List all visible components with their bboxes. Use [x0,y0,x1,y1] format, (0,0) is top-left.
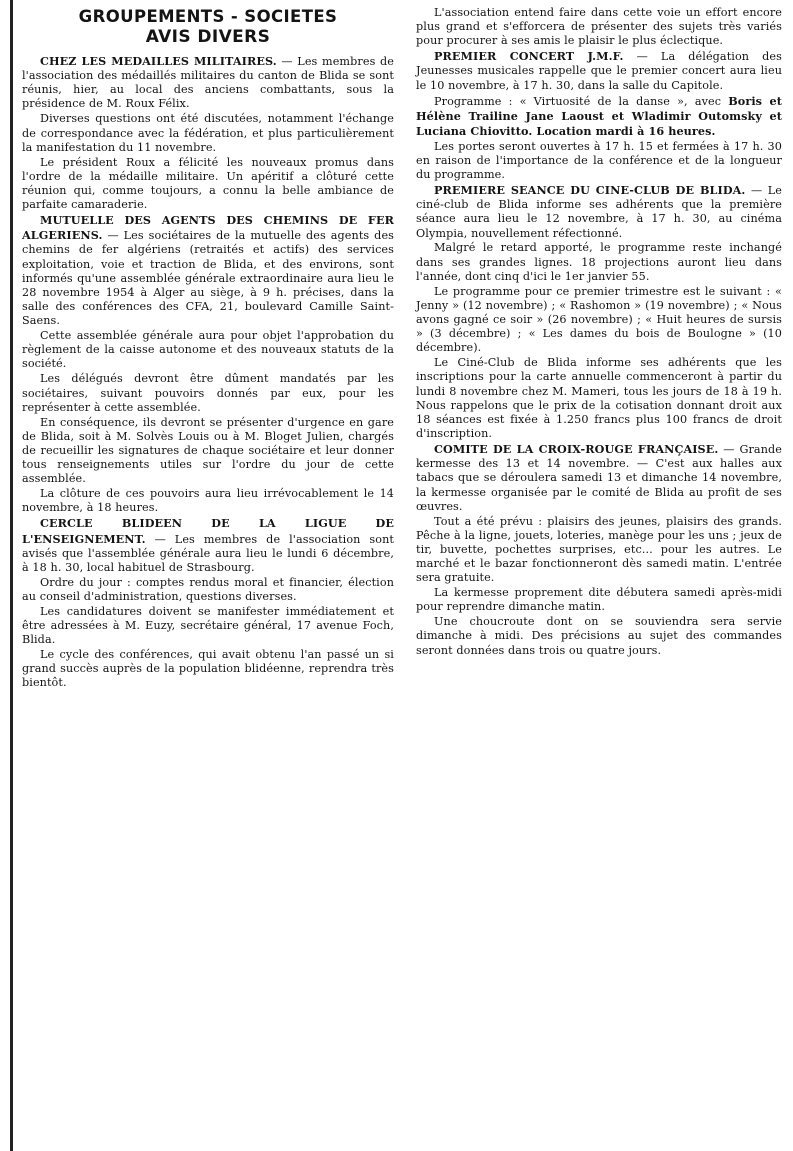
paragraph: Diverses questions ont été discutées, notamment l'échange de correspondance avec la fédération, et plus particulièrement la manifestation du 11 novembre. [22,112,394,154]
left-column [22,0,394,691]
notice-heading: PREMIER CONCERT J.M.F. [434,49,624,64]
notice-cercle [22,516,394,575]
paragraph: La kermesse proprement dite débutera samedi après-midi pour reprendre dimanche matin. [416,586,782,614]
clipping-edge [10,0,13,1151]
performers-text: Boris et Hélène Trailine Jane Laoust et Wladimir Outomsky et Luciana Chiovitto. Location mardi à 16 heures. [416,93,782,138]
page-subtitle: AVIS DIVERS [145,27,271,47]
notice-heading: COMITE DE LA CROIX-ROUGE FRANÇAISE. [434,442,719,457]
notice-mutuelle [22,213,394,328]
paragraph: Le programme pour ce premier trimestre est le suivant : « Jenny » (12 novembre) ; « Rashomon » (19 novembre) ; « Nous avons gagné ce soir » (26 novembre) ; « Huit heures de sursis » (3 décembre) ; « Les dames du bois de Boulogne » (10 décembre). [416,284,782,355]
paragraph: En conséquence, ils devront se présenter d'urgence en gare de Blida, soit à M. Solvès Louis ou à M. Bloget Julien, chargés de recueillir les signatures de chaque sociétaire et leur donner tous renseignements utiles sur l'ordre du jour de cette assemblée. [22,415,394,486]
paragraph: La clôture de ces pouvoirs aura lieu irrévocablement le 14 novembre, à 18 heures. [22,487,394,515]
paragraph: Cette assemblée générale aura pour objet l'approbation du règlement de la caisse autonome et des nouveaux statuts de la société. [22,329,394,371]
paragraph: Une choucroute dont on se souviendra sera servie dimanche à midi. Des précisions au sujet des commandes seront données dans trois ou quatre jours. [416,615,782,657]
paragraph: Ordre du jour : comptes rendus moral et financier, élection au conseil d'administration, questions diverses. [22,575,394,603]
paragraph [416,94,782,139]
notice-cine-club [416,183,782,241]
notice-text: — Grande kermesse des 13 et 14 novembre. — C'est aux halles aux tabacs que se déroulera samedi 13 et dimanche 14 novembre, la kermesse organisée par le comité de Blida au profit de ses œuvres. [416,443,782,513]
notice-heading: PREMIERE SEANCE DU CINE-CLUB DE BLIDA. [434,183,746,198]
notice-text: — Les membres de l'association sont avisés que l'assemblée générale aura lieu le lundi 6 décembre, à 18 h. 30, local habituel de Strasbourg. [22,532,395,574]
notice-heading: CHEZ LES MEDAILLES MILITAIRES. [40,54,277,68]
paragraph: Les candidatures doivent se manifester immédiatement et être adressées à M. Euzy, secrétaire général, 17 avenue Foch, Blida. [22,604,394,647]
paragraph: Le cycle des conférences, qui avait obtenu l'an passé un si grand succès auprès de la population blidéenne, reprendra très bientôt. [22,648,394,690]
page-title: GROUPEMENTS - SOCIETES [78,7,338,26]
right-column [416,0,782,659]
paragraph: Malgré le retard apporté, le programme reste inchangé dans ses grandes lignes. 18 projections auront lieu dans l'année, dont cinq d'ici le 1er janvier 55. [416,241,782,283]
paragraph: Le Ciné-Club de Blida informe ses adhérents que les inscriptions pour la carte annuelle commenceront à partir du lundi 8 novembre chez M. Mameri, tous les jours de 18 à 19 h. Nous rappelons que le prix de la cotisation donnant droit aux 18 séances est fixée à 1.250 francs plus 100 francs de droit d'inscription. [416,356,782,441]
program-text: Programme : « Virtuosité de la danse », avec [434,94,729,108]
paragraph: Le président Roux a félicité les nouveaux promus dans l'ordre de la médaille militaire. Un apéritif a clôturé cette réunion qui, comme toujours, a connu la belle ambiance de parfaite camaraderie. [22,155,394,212]
notice-text: — Les sociétaires de la mutuelle des agents des chemins de fer algériens (retraités et actifs) des services exploitation, voie et traction de Blida, et des environs, sont informés qu'une assemblée générale extraordinaire aura lieu le 28 novembre 1954 à Alger au siège, à 9 h. précises, dans la salle des conférences des CFA, 21, boulevard Camille Saint-Saens. [22,229,395,328]
notice-heading: CERCLE BLIDEEN DE LA LIGUE DE L'ENSEIGNEMENT. [22,516,394,546]
notice-text: — Le ciné-club de Blida informe ses adhérents que la première séance aura lieu le 12 novembre, à 17 h. 30, au cinéma Olympia, nouvellement réfectionné. [416,184,782,240]
paragraph: Tout a été prévu : plaisirs des jeunes, plaisirs des grands. Pêche à la ligne, jouets, loteries, manège pour les uns ; jeux de tir, buvette, pochettes surprises, etc... pour les autres. Le marché et le bazar fonctionneront dès samedi matin. L'entrée sera gratuite. [416,514,782,585]
notice-concert [416,49,782,92]
notice-medailles [22,54,394,112]
paragraph: Les délégués devront être dûment mandatés par les sociétaires, suivant pouvoirs donnés par eux, pour les représenter à cette assemblée. [22,372,394,414]
paragraph: Les portes seront ouvertes à 17 h. 15 et fermées à 17 h. 30 en raison de l'importance de la conférence et de la longueur du programme. [416,139,782,182]
paragraph: L'association entend faire dans cette voie un effort encore plus grand et s'efforcera de présenter des sujets très variés pour procurer à ses amis le plaisir le plus éclectique. [416,6,782,48]
notice-text: — Les membres de l'association des médaillés militaires du canton de Blida se sont réunis, hier, au local des anciens combattants, sous la présidence de M. Roux Félix. [22,55,394,111]
notice-croix-rouge [416,442,782,514]
notice-heading: MUTUELLE DES AGENTS DES CHEMINS DE FER ALGERIENS. [22,213,394,243]
notice-text: — La délégation des Jeunesses musicales rappelle que le premier concert aura lieu le 10 novembre, à 17 h. 30, dans la salle du Capitole. [416,50,782,92]
